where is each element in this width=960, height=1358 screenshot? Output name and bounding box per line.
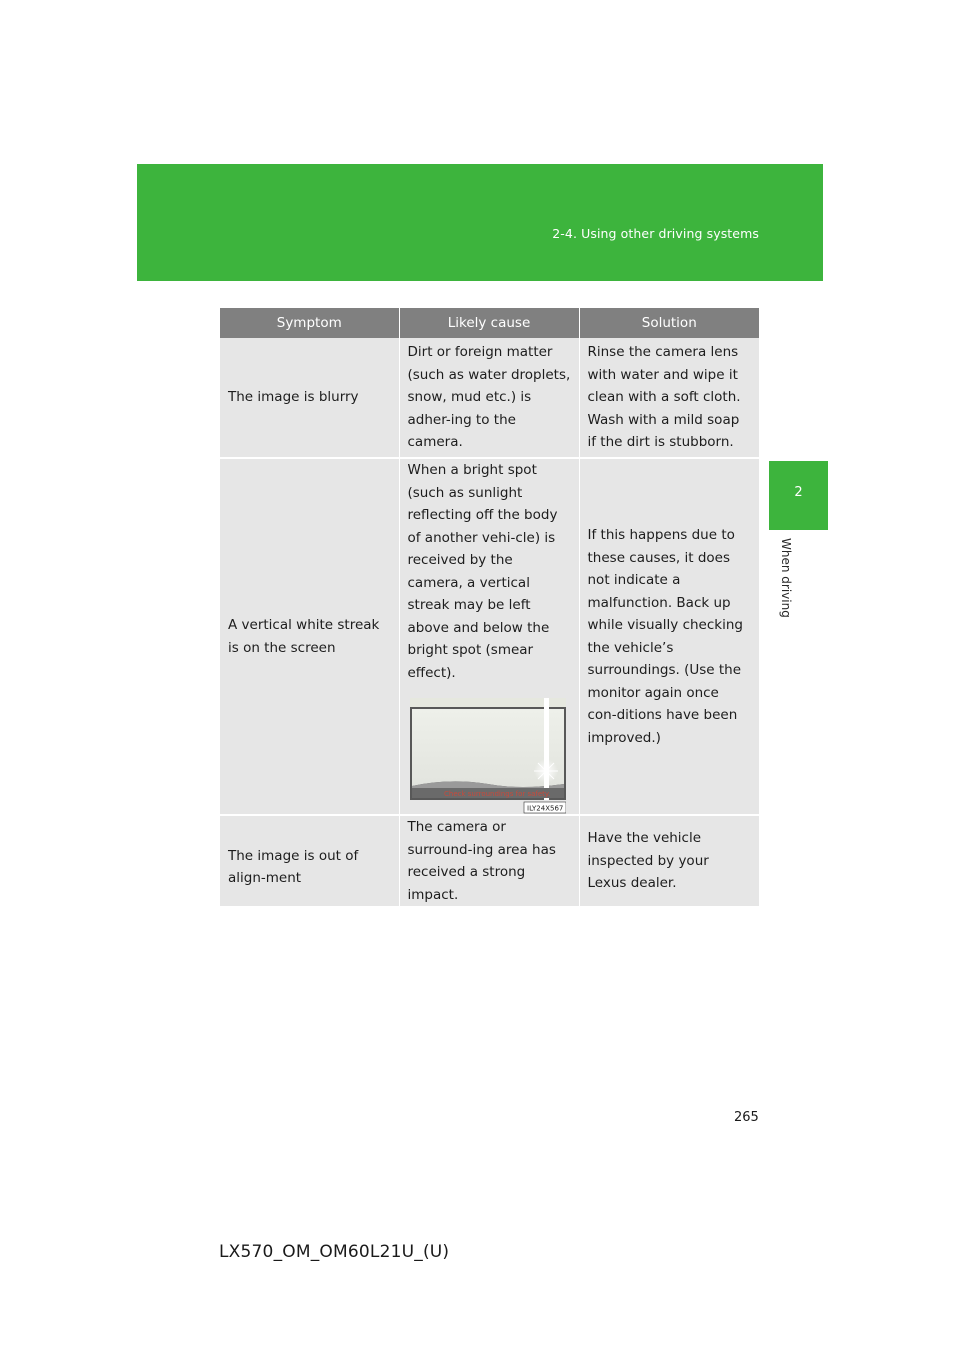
table-header-row	[220, 308, 759, 338]
symptom-cell: A vertical white streak is on the screen	[220, 458, 399, 815]
camera-screen-image	[410, 698, 566, 814]
chapter-tab[interactable]	[769, 461, 828, 530]
document-code: LX570_OM_OM60L21U_(U)	[219, 1242, 450, 1262]
column-header-solution: Solution	[579, 308, 759, 338]
solution-cell: Have the vehicle inspected by your Lexus dealer.	[579, 815, 759, 907]
cause-cell	[399, 458, 579, 815]
troubleshooting-table	[220, 308, 759, 908]
symptom-cell: The image is blurry	[220, 338, 399, 458]
solution-cell: If this happens due to these causes, it does not indicate a malfunction. Back up while visually checking the vehicle’s surroundings. (Use the monitor again once con-ditions have been improved.)	[579, 458, 759, 815]
symptom-cell: The image is out of align-ment	[220, 815, 399, 907]
cause-cell: Dirt or foreign matter (such as water droplets, snow, mud etc.) is adher-ing to the camera.	[399, 338, 579, 458]
cause-text: When a bright spot (such as sunlight reflecting off the body of another vehi-cle) is received by the camera, a vertical streak may be left above and below the bright spot (smear effect).	[407, 462, 558, 681]
camera-overlay-text: Check surroundings for safety.	[443, 790, 550, 798]
table-row	[220, 458, 759, 815]
chapter-number: 2	[794, 485, 803, 500]
cause-cell: The camera or surround-ing area has received a strong impact.	[399, 815, 579, 907]
table-row	[220, 815, 759, 907]
header-band	[137, 164, 823, 281]
solution-cell: Rinse the camera lens with water and wipe it clean with a soft cloth. Wash with a mild soap if the dirt is stubborn.	[579, 338, 759, 458]
page-number: 265	[734, 1110, 759, 1125]
image-code: ILY24X567	[526, 804, 563, 813]
chapter-label: When driving	[779, 538, 793, 618]
smear-effect-illustration	[410, 698, 566, 814]
column-header-symptom: Symptom	[220, 308, 399, 338]
section-title: 2-4. Using other driving systems	[552, 226, 759, 241]
table-row	[220, 338, 759, 458]
column-header-likely-cause: Likely cause	[399, 308, 579, 338]
